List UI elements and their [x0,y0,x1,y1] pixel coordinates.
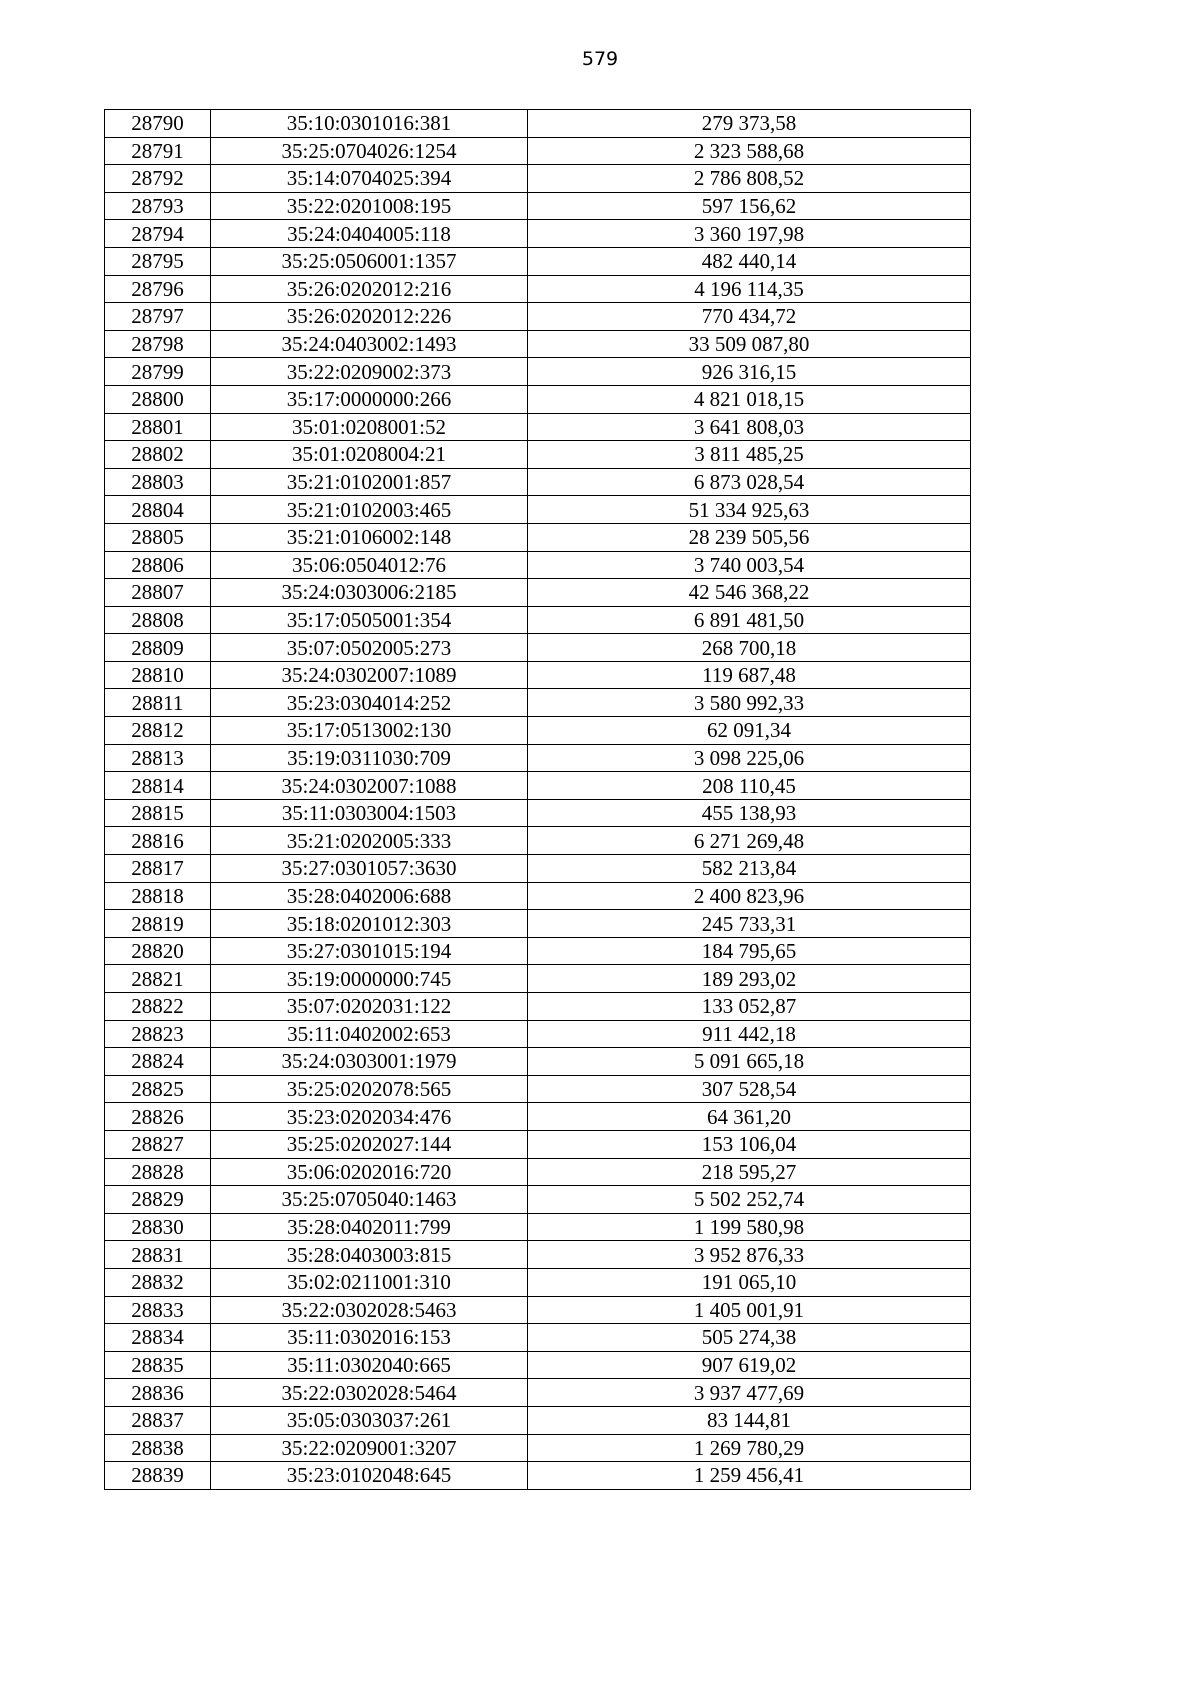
cadastral-number-cell: 35:25:0202027:144 [211,1130,528,1158]
table-row [105,579,971,607]
row-number-cell: 28807 [105,579,211,607]
row-number-cell: 28801 [105,413,211,441]
cadastral-value-cell: 6 873 028,54 [528,468,971,496]
cadastral-value-cell: 307 528,54 [528,1075,971,1103]
row-number-cell: 28810 [105,661,211,689]
row-number-cell: 28839 [105,1462,211,1490]
cadastral-value-cell: 6 891 481,50 [528,606,971,634]
table-row [105,1434,971,1462]
row-number-cell: 28822 [105,993,211,1021]
table-row [105,827,971,855]
cadastral-value-cell: 1 269 780,29 [528,1434,971,1462]
table-row [105,551,971,579]
table-row [105,110,971,138]
table-row [105,413,971,441]
table-row [105,661,971,689]
cadastral-value-cell: 133 052,87 [528,993,971,1021]
cadastral-value-cell: 279 373,58 [528,110,971,138]
cadastral-value-cell: 153 106,04 [528,1130,971,1158]
table-row [105,1213,971,1241]
cadastral-value-cell: 33 509 087,80 [528,330,971,358]
cadastral-number-cell: 35:28:0403003:815 [211,1241,528,1269]
cadastral-number-cell: 35:22:0302028:5464 [211,1379,528,1407]
cadastral-number-cell: 35:22:0201008:195 [211,192,528,220]
table-row [105,717,971,745]
row-number-cell: 28806 [105,551,211,579]
row-number-cell: 28826 [105,1103,211,1131]
page-number: 579 [581,48,619,70]
table-row [105,1130,971,1158]
cadastral-value-cell: 189 293,02 [528,965,971,993]
table-row [105,689,971,717]
cadastral-number-cell: 35:11:0303004:1503 [211,799,528,827]
cadastral-number-cell: 35:18:0201012:303 [211,910,528,938]
cadastral-number-cell: 35:25:0506001:1357 [211,247,528,275]
cadastral-value-cell: 582 213,84 [528,855,971,883]
cadastral-value-cell: 3 811 485,25 [528,441,971,469]
cadastral-value-cell: 184 795,65 [528,937,971,965]
row-number-cell: 28837 [105,1406,211,1434]
cadastral-number-cell: 35:17:0000000:266 [211,385,528,413]
row-number-cell: 28821 [105,965,211,993]
cadastral-value-table [104,109,971,1490]
row-number-cell: 28796 [105,275,211,303]
cadastral-value-cell: 3 580 992,33 [528,689,971,717]
table-row [105,523,971,551]
cadastral-number-cell: 35:24:0403002:1493 [211,330,528,358]
cadastral-number-cell: 35:07:0502005:273 [211,634,528,662]
row-number-cell: 28803 [105,468,211,496]
cadastral-number-cell: 35:28:0402006:688 [211,882,528,910]
cadastral-number-cell: 35:05:0303037:261 [211,1406,528,1434]
cadastral-value-cell: 268 700,18 [528,634,971,662]
cadastral-value-cell: 907 619,02 [528,1351,971,1379]
row-number-cell: 28824 [105,1048,211,1076]
cadastral-value-cell: 3 952 876,33 [528,1241,971,1269]
cadastral-number-cell: 35:21:0202005:333 [211,827,528,855]
row-number-cell: 28820 [105,937,211,965]
cadastral-number-cell: 35:22:0209001:3207 [211,1434,528,1462]
cadastral-value-cell: 3 098 225,06 [528,744,971,772]
row-number-cell: 28809 [105,634,211,662]
row-number-cell: 28812 [105,717,211,745]
row-number-cell: 28794 [105,220,211,248]
table-row [105,910,971,938]
row-number-cell: 28808 [105,606,211,634]
cadastral-number-cell: 35:24:0404005:118 [211,220,528,248]
cadastral-number-cell: 35:22:0209002:373 [211,358,528,386]
cadastral-number-cell: 35:27:0301015:194 [211,937,528,965]
row-number-cell: 28799 [105,358,211,386]
table-row [105,385,971,413]
row-number-cell: 28797 [105,303,211,331]
cadastral-value-cell: 2 400 823,96 [528,882,971,910]
table-row [105,441,971,469]
row-number-cell: 28793 [105,192,211,220]
cadastral-value-cell: 1 259 456,41 [528,1462,971,1490]
table-row [105,1103,971,1131]
row-number-cell: 28831 [105,1241,211,1269]
cadastral-number-cell: 35:23:0102048:645 [211,1462,528,1490]
cadastral-number-cell: 35:02:0211001:310 [211,1268,528,1296]
cadastral-number-cell: 35:25:0202078:565 [211,1075,528,1103]
cadastral-value-cell: 6 271 269,48 [528,827,971,855]
cadastral-number-cell: 35:26:0202012:226 [211,303,528,331]
table-row [105,744,971,772]
cadastral-value-cell: 3 641 808,03 [528,413,971,441]
row-number-cell: 28798 [105,330,211,358]
cadastral-number-cell: 35:01:0208004:21 [211,441,528,469]
table-row [105,1351,971,1379]
cadastral-value-cell: 218 595,27 [528,1158,971,1186]
table-row [105,1186,971,1214]
cadastral-value-cell: 62 091,34 [528,717,971,745]
table-row [105,634,971,662]
row-number-cell: 28838 [105,1434,211,1462]
table-row [105,1406,971,1434]
table-row [105,330,971,358]
cadastral-number-cell: 35:28:0402011:799 [211,1213,528,1241]
cadastral-value-cell: 3 937 477,69 [528,1379,971,1407]
cadastral-number-cell: 35:23:0202034:476 [211,1103,528,1131]
row-number-cell: 28823 [105,1020,211,1048]
table-row [105,1462,971,1490]
row-number-cell: 28800 [105,385,211,413]
cadastral-value-cell: 911 442,18 [528,1020,971,1048]
cadastral-number-cell: 35:06:0504012:76 [211,551,528,579]
cadastral-value-cell: 42 546 368,22 [528,579,971,607]
cadastral-number-cell: 35:21:0106002:148 [211,523,528,551]
cadastral-value-cell: 770 434,72 [528,303,971,331]
table-row [105,247,971,275]
cadastral-value-cell: 64 361,20 [528,1103,971,1131]
cadastral-value-cell: 2 323 588,68 [528,137,971,165]
cadastral-number-cell: 35:24:0302007:1088 [211,772,528,800]
cadastral-value-cell: 926 316,15 [528,358,971,386]
table-row [105,1379,971,1407]
cadastral-number-cell: 35:25:0705040:1463 [211,1186,528,1214]
cadastral-number-cell: 35:11:0302016:153 [211,1324,528,1352]
cadastral-number-cell: 35:24:0303006:2185 [211,579,528,607]
cadastral-value-cell: 1 199 580,98 [528,1213,971,1241]
cadastral-number-cell: 35:11:0402002:653 [211,1020,528,1048]
cadastral-number-cell: 35:21:0102001:857 [211,468,528,496]
row-number-cell: 28818 [105,882,211,910]
table-body [105,110,971,1490]
row-number-cell: 28813 [105,744,211,772]
table-row [105,855,971,883]
cadastral-value-cell: 3 360 197,98 [528,220,971,248]
table-row [105,937,971,965]
cadastral-number-cell: 35:27:0301057:3630 [211,855,528,883]
row-number-cell: 28832 [105,1268,211,1296]
cadastral-number-cell: 35:14:0704025:394 [211,165,528,193]
row-number-cell: 28792 [105,165,211,193]
row-number-cell: 28828 [105,1158,211,1186]
row-number-cell: 28791 [105,137,211,165]
table-row [105,1268,971,1296]
cadastral-number-cell: 35:21:0102003:465 [211,496,528,524]
cadastral-number-cell: 35:06:0202016:720 [211,1158,528,1186]
row-number-cell: 28795 [105,247,211,275]
cadastral-number-cell: 35:19:0000000:745 [211,965,528,993]
cadastral-value-cell: 208 110,45 [528,772,971,800]
cadastral-value-cell: 4 821 018,15 [528,385,971,413]
table-row [105,965,971,993]
row-number-cell: 28836 [105,1379,211,1407]
row-number-cell: 28817 [105,855,211,883]
table-row [105,165,971,193]
cadastral-value-cell: 28 239 505,56 [528,523,971,551]
cadastral-number-cell: 35:24:0302007:1089 [211,661,528,689]
table-row [105,882,971,910]
cadastral-number-cell: 35:25:0704026:1254 [211,137,528,165]
cadastral-value-cell: 51 334 925,63 [528,496,971,524]
cadastral-value-cell: 505 274,38 [528,1324,971,1352]
cadastral-number-cell: 35:17:0513002:130 [211,717,528,745]
table-row [105,1324,971,1352]
row-number-cell: 28834 [105,1324,211,1352]
cadastral-value-cell: 119 687,48 [528,661,971,689]
table-row [105,606,971,634]
cadastral-number-cell: 35:23:0304014:252 [211,689,528,717]
table-row [105,137,971,165]
cadastral-value-cell: 1 405 001,91 [528,1296,971,1324]
cadastral-value-cell: 3 740 003,54 [528,551,971,579]
cadastral-value-cell: 2 786 808,52 [528,165,971,193]
row-number-cell: 28811 [105,689,211,717]
cadastral-number-cell: 35:22:0302028:5463 [211,1296,528,1324]
cadastral-value-cell: 245 733,31 [528,910,971,938]
cadastral-value-cell: 5 091 665,18 [528,1048,971,1076]
cadastral-value-cell: 4 196 114,35 [528,275,971,303]
row-number-cell: 28816 [105,827,211,855]
row-number-cell: 28819 [105,910,211,938]
table-row [105,496,971,524]
table-row [105,1241,971,1269]
cadastral-number-cell: 35:17:0505001:354 [211,606,528,634]
cadastral-number-cell: 35:10:0301016:381 [211,110,528,138]
cadastral-value-cell: 455 138,93 [528,799,971,827]
cadastral-number-cell: 35:07:0202031:122 [211,993,528,1021]
table-row [105,358,971,386]
row-number-cell: 28829 [105,1186,211,1214]
table-row [105,1296,971,1324]
table-row [105,993,971,1021]
table-row [105,772,971,800]
cadastral-value-cell: 5 502 252,74 [528,1186,971,1214]
table-row [105,1158,971,1186]
row-number-cell: 28814 [105,772,211,800]
cadastral-value-cell: 482 440,14 [528,247,971,275]
cadastral-number-cell: 35:11:0302040:665 [211,1351,528,1379]
table-row [105,220,971,248]
row-number-cell: 28830 [105,1213,211,1241]
table-row [105,1048,971,1076]
table-row [105,799,971,827]
row-number-cell: 28833 [105,1296,211,1324]
table-row [105,1075,971,1103]
row-number-cell: 28804 [105,496,211,524]
row-number-cell: 28790 [105,110,211,138]
cadastral-number-cell: 35:01:0208001:52 [211,413,528,441]
table-row [105,1020,971,1048]
table-row [105,468,971,496]
cadastral-value-cell: 597 156,62 [528,192,971,220]
row-number-cell: 28825 [105,1075,211,1103]
cadastral-value-cell: 191 065,10 [528,1268,971,1296]
row-number-cell: 28835 [105,1351,211,1379]
table-row [105,275,971,303]
cadastral-number-cell: 35:26:0202012:216 [211,275,528,303]
cadastral-value-cell: 83 144,81 [528,1406,971,1434]
row-number-cell: 28815 [105,799,211,827]
cadastral-number-cell: 35:19:0311030:709 [211,744,528,772]
table-row [105,192,971,220]
cadastral-number-cell: 35:24:0303001:1979 [211,1048,528,1076]
row-number-cell: 28802 [105,441,211,469]
row-number-cell: 28827 [105,1130,211,1158]
table-row [105,303,971,331]
row-number-cell: 28805 [105,523,211,551]
